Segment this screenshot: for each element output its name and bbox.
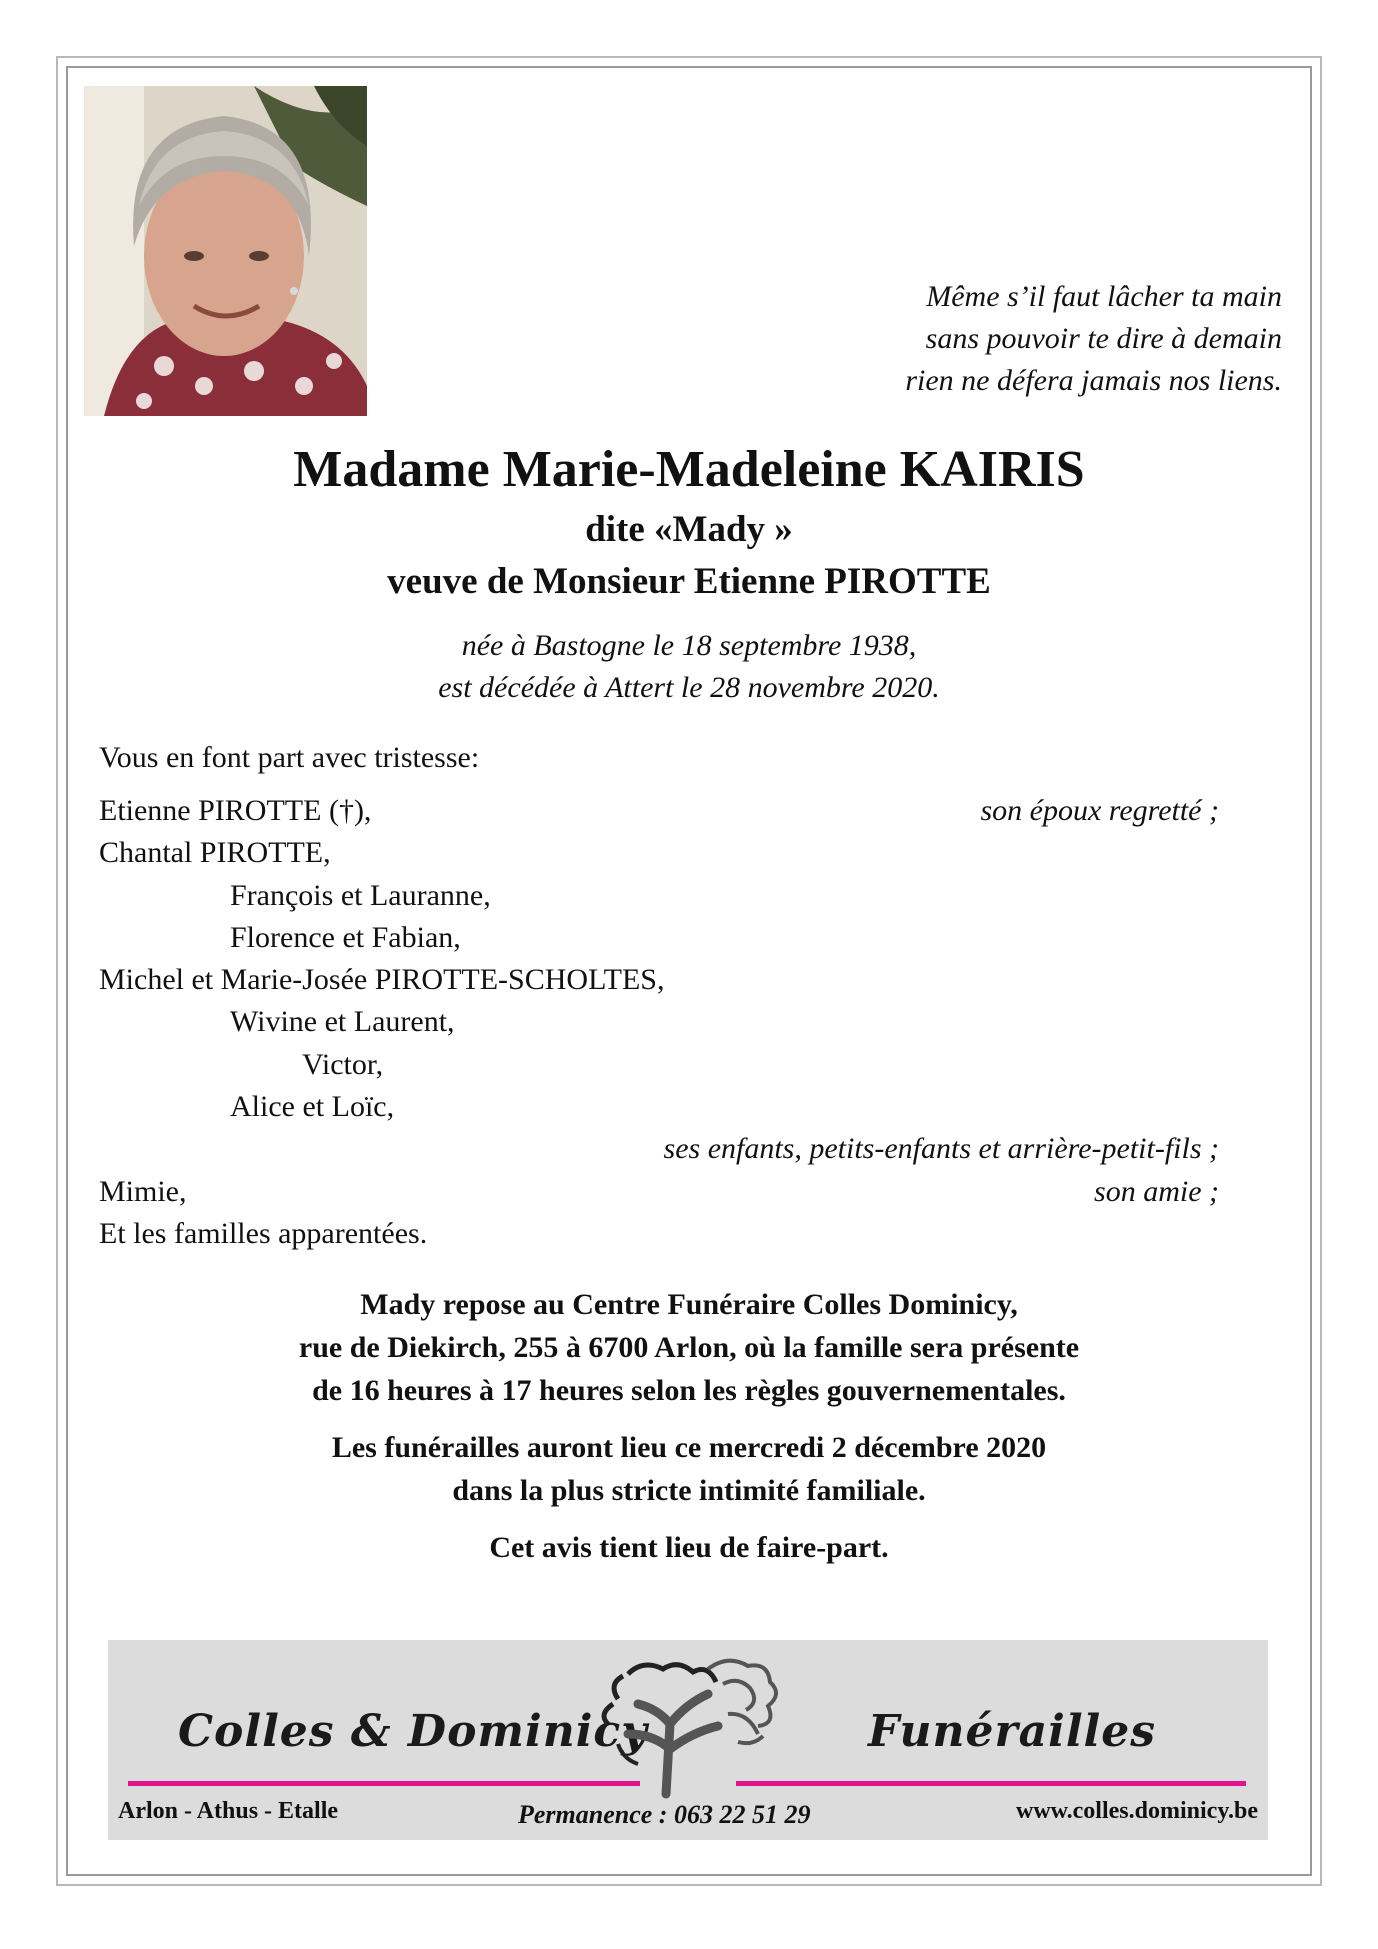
accent-line <box>128 1781 640 1786</box>
family-row <box>99 790 1219 832</box>
family-member: Victor, <box>302 1047 384 1081</box>
family-row <box>99 917 1219 959</box>
family-list <box>99 790 1219 1255</box>
deceased-name: Madame Marie-Madeleine KAIRIS <box>293 441 1085 498</box>
info-line: Cet avis tient lieu de faire-part. <box>489 1531 889 1564</box>
family-member: Florence et Fabian, <box>230 920 461 954</box>
family-member: Etienne PIROTTE (†), <box>99 794 372 827</box>
family-member: Chantal PIROTTE, <box>99 836 331 870</box>
poem-line: sans pouvoir te dire à demain <box>925 322 1282 355</box>
family-row <box>99 959 1219 1001</box>
portrait-photo <box>84 86 367 416</box>
ceremony-info <box>0 1283 1378 1569</box>
family-relation: son amie ; <box>1094 1174 1219 1208</box>
family-row <box>99 1128 1219 1170</box>
brand-name: Colles & Dominicy <box>178 1706 648 1757</box>
info-line: Mady repose au Centre Funéraire Colles Dominicy, <box>360 1288 1018 1321</box>
phone-number: Permanence : 063 22 51 29 <box>518 1800 811 1829</box>
accent-line <box>736 1781 1246 1786</box>
family-row <box>99 875 1219 917</box>
poem-line: Même s’il faut lâcher ta main <box>926 280 1282 313</box>
widow-of: veuve de Monsieur Etienne PIROTTE <box>387 561 991 602</box>
poem-line: rien ne défera jamais nos liens. <box>905 364 1282 397</box>
poem <box>682 276 1282 402</box>
death-line: est décédée à Attert le 28 novembre 2020. <box>438 671 940 704</box>
family-row <box>99 832 1219 874</box>
family-relation: son époux regretté ; <box>980 794 1219 827</box>
family-member: Wivine et Laurent, <box>230 1005 455 1039</box>
family-member: François et Lauranne, <box>230 878 491 912</box>
info-line: dans la plus stricte intimité familiale. <box>452 1474 926 1507</box>
locations: Arlon - Athus - Etalle <box>118 1798 339 1824</box>
family-member: Alice et Loïc, <box>230 1090 395 1124</box>
birth-line: née à Bastogne le 18 septembre 1938, <box>461 629 917 662</box>
family-member: Michel et Marie-Josée PIROTTE-SCHOLTES, <box>99 963 665 997</box>
family-row <box>99 1213 1219 1255</box>
announcement-intro: Vous en font part avec tristesse: <box>99 741 480 774</box>
family-row <box>99 1001 1219 1043</box>
info-line: rue de Diekirch, 255 à 6700 Arlon, où la famille sera présente <box>298 1331 1080 1364</box>
family-row <box>99 1171 1219 1213</box>
brand-tagline: Funérailles <box>868 1706 1157 1757</box>
funeral-home-banner <box>108 1640 1268 1840</box>
family-member: Mimie, <box>99 1174 187 1208</box>
family-relation: ses enfants, petits-enfants et arrière-petit-fils ; <box>663 1132 1219 1166</box>
family-member: Et les familles apparentées. <box>99 1216 428 1250</box>
website-link[interactable]: www.colles.dominicy.be <box>1015 1798 1258 1824</box>
deceased-nickname: dite «Mady » <box>585 509 793 550</box>
family-row <box>99 1086 1219 1128</box>
info-line: de 16 heures à 17 heures selon les règles gouvernementales. <box>312 1374 1066 1407</box>
family-row <box>99 1044 1219 1086</box>
life-dates <box>0 625 1378 709</box>
info-line: Les funérailles auront lieu ce mercredi 2 décembre 2020 <box>331 1431 1047 1464</box>
